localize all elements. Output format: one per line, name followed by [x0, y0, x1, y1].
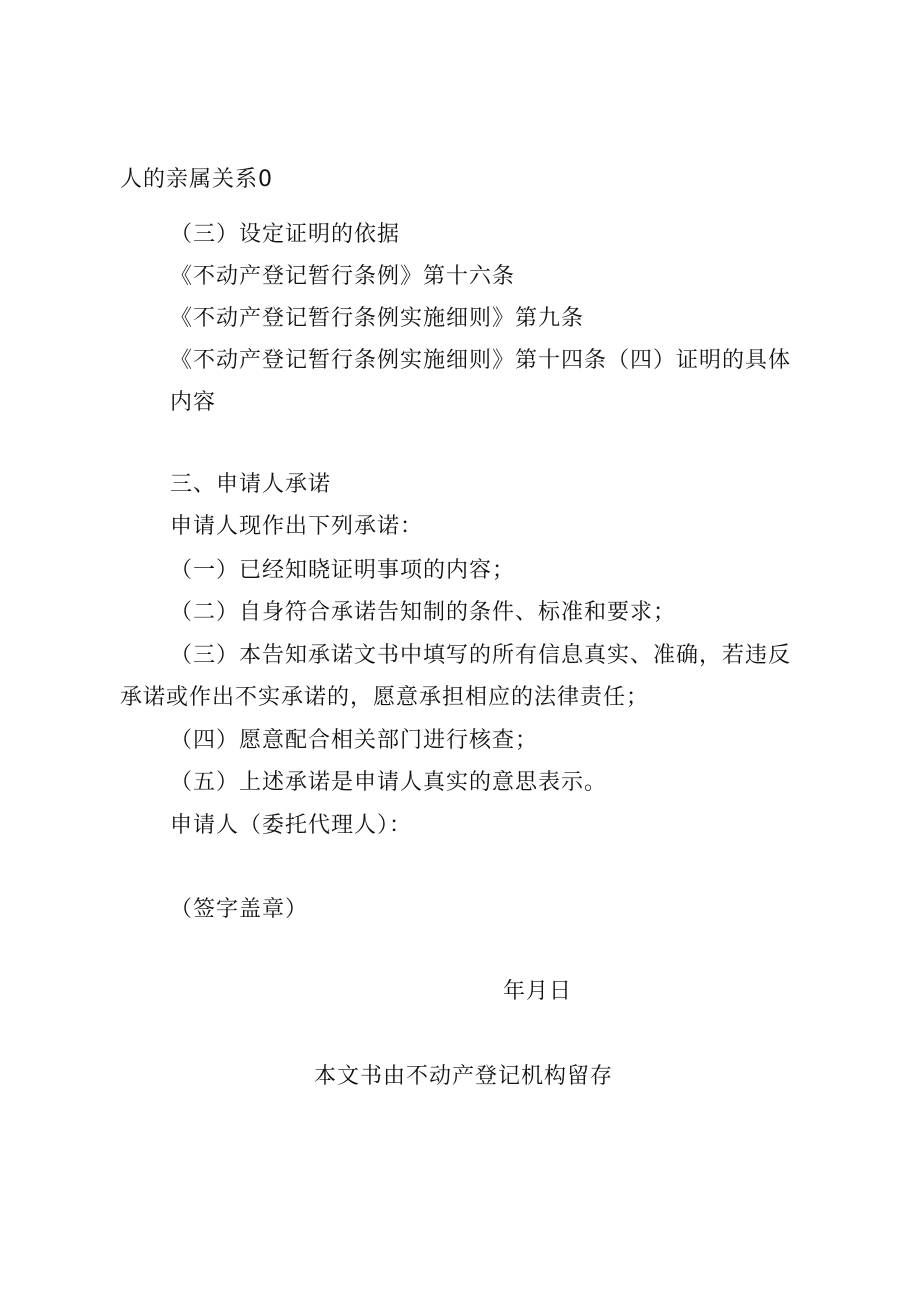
commitment-item: （二）自身符合承诺告知制的条件、标准和要求；	[170, 600, 677, 625]
basis-heading: （三）设定证明的依据	[170, 222, 401, 247]
section-three-heading: 三、申请人承诺	[170, 472, 332, 497]
basis-item: 《不动产登记暂行条例实施细则》第九条	[170, 306, 585, 331]
commitment-item: （五）上述承诺是申请人真实的意思表示。	[170, 770, 608, 795]
commitment-item: （一）已经知晓证明事项的内容；	[170, 558, 516, 583]
basis-item: 《不动产登记暂行条例》第十六条	[170, 264, 516, 289]
commitment-item: （四）愿意配合相关部门进行核查；	[170, 728, 539, 753]
commitment-intro: 申请人现作出下列承诺：	[170, 514, 424, 539]
date-label: 年月日	[503, 979, 573, 1004]
retention-note: 本文书由不动产登记机构留存	[314, 1064, 614, 1089]
signature-label: （签字盖章）	[170, 897, 309, 922]
applicant-label: 申请人（委托代理人）：	[170, 813, 413, 838]
commitment-item-continuation: 承诺或作出不实承诺的，愿意承担相应的法律责任；	[120, 685, 650, 710]
continuation-line: 人的亲属关系0	[120, 167, 273, 192]
basis-item: 《不动产登记暂行条例实施细则》第十四条（四）证明的具体	[170, 348, 792, 373]
commitment-item: （三）本告知承诺文书中填写的所有信息真实、准确，若违反	[170, 643, 792, 668]
basis-item-continuation: 内容	[170, 390, 217, 415]
